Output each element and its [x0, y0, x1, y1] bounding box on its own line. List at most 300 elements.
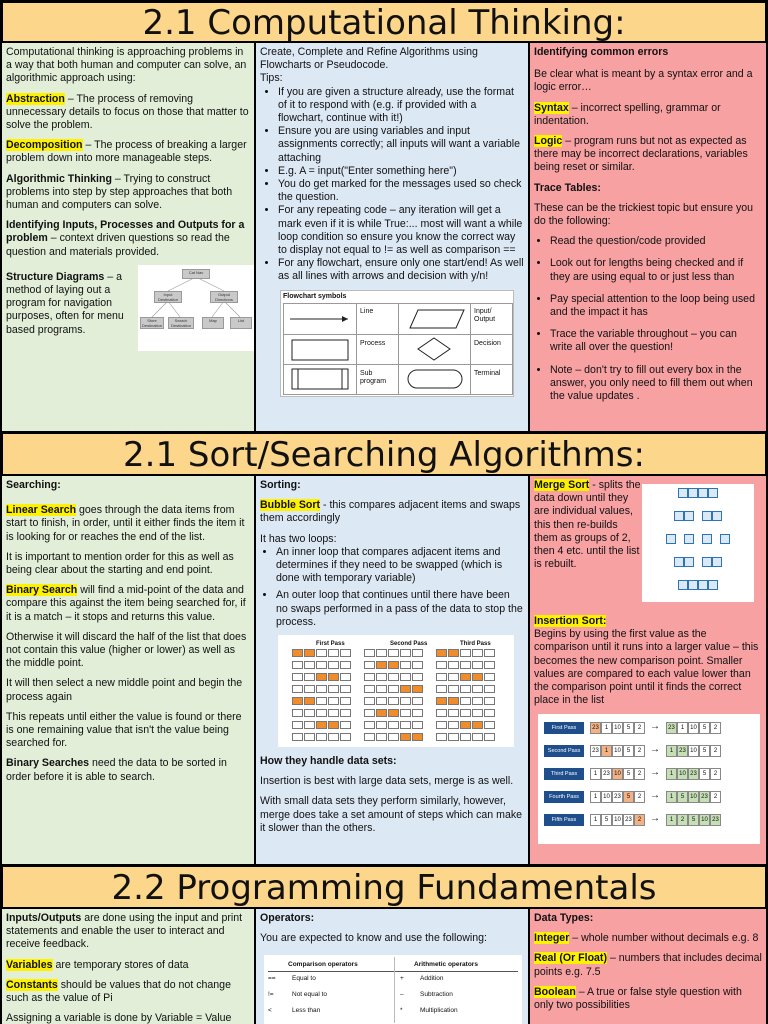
- bubble-cell: [448, 697, 459, 705]
- arithmetic-operators-header: Arithmetic operators: [414, 961, 478, 969]
- bubble-cell: [472, 733, 483, 741]
- insertion-cell: 1: [601, 745, 612, 757]
- binary-search-definition: [6, 584, 250, 624]
- select-note: It will then select a new middle point and begin the process again: [6, 677, 243, 703]
- pass-label: Third Pass: [460, 641, 491, 648]
- insertion-cell: 1: [666, 768, 677, 780]
- insertion-cell: 10: [688, 745, 699, 757]
- bubble-cell: [388, 685, 399, 693]
- bubble-cell: [400, 661, 411, 669]
- merge-cell: [698, 580, 708, 590]
- insertion-cell: 23: [688, 768, 699, 780]
- data-types-panel: [530, 909, 766, 1024]
- insertion-cell: 1: [601, 722, 612, 734]
- tip-item: • E.g. A = input("Enter something here"): [278, 165, 524, 178]
- errors-heading-text: Identifying common errors: [534, 46, 669, 58]
- insertion-cell: 2: [710, 768, 721, 780]
- arrow-right-icon: →: [650, 813, 660, 825]
- bubble-cell: [412, 649, 423, 657]
- bubble-cell: [448, 721, 459, 729]
- bubble-cell: [328, 673, 339, 681]
- bubble-cell: [292, 649, 303, 657]
- insertion-cell: 1: [666, 745, 677, 757]
- insertion-sort-image: [538, 714, 760, 844]
- trace-item: • Look out for lengths being checked and if they are using equal to or just less than: [550, 257, 762, 283]
- data-types-heading-text: Data Types:: [534, 912, 594, 924]
- iipo-definition: [6, 219, 250, 259]
- bubble-cell: [484, 697, 495, 705]
- bubble-cell: [292, 733, 303, 741]
- logic-text: – program runs but not as expected as there may be incorrect declarations, variables being reset or similar.: [534, 135, 748, 174]
- bubble-cell: [316, 709, 327, 717]
- insertion-cell: 10: [601, 791, 612, 803]
- insertion-cell: 10: [612, 814, 623, 826]
- symbol-label-process: Process: [360, 339, 386, 347]
- diagram-output-box: Output Directions: [210, 291, 238, 303]
- arrow-right-icon: →: [650, 721, 660, 733]
- arrow-right-icon: →: [650, 767, 660, 779]
- io-text: are done using the input and print statements and enable the user to interact and receive feedback.: [6, 912, 243, 951]
- symbol-label-io: Input/ Output: [474, 307, 496, 323]
- bubble-cell: [436, 733, 447, 741]
- insertion-cell: 1: [590, 791, 601, 803]
- abstraction-term: Abstraction: [6, 92, 65, 105]
- bubble-cell: [316, 649, 327, 657]
- boolean-definition: [534, 986, 762, 1012]
- arrow-right-icon: →: [650, 744, 660, 756]
- bubble-cell: [448, 733, 459, 741]
- constants-text: should be values that do not change such as the value of Pi: [6, 978, 231, 1005]
- bubble-cell: [340, 685, 351, 693]
- constants-term: Constants: [6, 978, 58, 991]
- flowchart-symbols-title: Flowchart symbols: [283, 292, 347, 300]
- bubble-cell: [460, 673, 471, 681]
- bubble-cell: [388, 649, 399, 657]
- operators-table: [264, 955, 522, 1024]
- bubble-cell: [328, 721, 339, 729]
- bubble-cell: [376, 721, 387, 729]
- handle-heading: [260, 755, 524, 768]
- bubble-cell: [412, 721, 423, 729]
- algorithms-heading: Create, Complete and Refine Algorithms using Flowcharts or Pseudocode.: [260, 46, 478, 72]
- bubble-cell: [340, 661, 351, 669]
- bubble-cell: [316, 661, 327, 669]
- bubble-cell: [484, 733, 495, 741]
- insertion-cell: 1: [590, 814, 601, 826]
- integer-term: Integer: [534, 932, 570, 945]
- bubble-cell: [460, 661, 471, 669]
- symbol-label-line: Line: [360, 307, 374, 315]
- insertion-cell: 5: [699, 722, 710, 734]
- insertion-pass-label: Fourth Pass: [544, 791, 584, 803]
- insertion-sort-text: Begins by using the first value as the comparison until it runs into a larger value – this becomes the new comparison point. Smaller values are compared to each value lower than the comparison point until it finds the correct place in the list: [534, 628, 759, 707]
- insertion-cell: 5: [623, 768, 634, 780]
- integer-definition: [534, 932, 762, 945]
- merge-cell: [712, 557, 722, 567]
- io-definition: [6, 912, 250, 952]
- insertion-cell: 2: [634, 791, 645, 803]
- bubble-cell: [412, 661, 423, 669]
- trace-item: • Pay special attention to the loop being used and the impact it has: [550, 293, 762, 319]
- insertion-cell: 23: [677, 745, 688, 757]
- insertion-pass-label: First Pass: [544, 722, 584, 734]
- symbol-label-terminal: Terminal: [474, 369, 501, 377]
- comparison-operators-header: Comparison operators: [288, 961, 358, 969]
- flowchart-symbols-table: [280, 290, 514, 397]
- insertion-cell: 2: [710, 791, 721, 803]
- merge-sort-term: Merge Sort: [534, 479, 590, 491]
- bubble-cell: [460, 697, 471, 705]
- arrow-right-icon: →: [650, 790, 660, 802]
- bubble-cell: [376, 697, 387, 705]
- section-header-programming-fundamentals: 2.2 Programming Fundamentals: [2, 866, 766, 908]
- merge-sort-text: - splits the data down until they are individual values, this then re-builds them as groups of 2, then 4 etc. until the list is rebuilt.: [534, 479, 641, 571]
- ct-intro: Computational thinking is approaching problems in a way that both human and computer can solve, an algorithmic approach using:: [6, 46, 247, 85]
- cmp-meaning: Less than: [292, 1007, 321, 1015]
- bubble-cell: [364, 649, 375, 657]
- tip-item: • You do get marked for the messages used so check the question.: [278, 178, 524, 204]
- bubble-cell: [460, 721, 471, 729]
- bubble-cell: [364, 661, 375, 669]
- structure-diagram-definition: [6, 271, 132, 337]
- diagram-input-box: Input Destination: [154, 291, 182, 303]
- insertion-cell: 5: [601, 814, 612, 826]
- bubble-cell: [412, 685, 423, 693]
- bubble-cell: [460, 685, 471, 693]
- symbol-label-decision: Decision: [474, 339, 501, 347]
- insertion-cell: 23: [623, 814, 634, 826]
- bubble-cell: [400, 649, 411, 657]
- bubble-sort-definition: [260, 499, 524, 525]
- bubble-cell: [364, 709, 375, 717]
- insertion-cell: 2: [677, 814, 688, 826]
- boolean-term: Boolean: [534, 985, 576, 998]
- bubble-cell: [292, 721, 303, 729]
- cmp-meaning: Not equal to: [292, 991, 328, 999]
- insertion-cell: 5: [623, 722, 634, 734]
- loops-label: It has two loops:: [260, 532, 337, 545]
- bubble-cell: [472, 697, 483, 705]
- bubble-cell: [436, 721, 447, 729]
- bubble-cell: [304, 661, 315, 669]
- variables-text: are temporary stores of data: [52, 958, 189, 971]
- bubble-cell: [364, 697, 375, 705]
- binary-search-term: Binary Search: [6, 584, 78, 597]
- searching-heading: [6, 479, 250, 492]
- bubble-cell: [400, 697, 411, 705]
- bubble-cell: [364, 685, 375, 693]
- real-definition: [534, 952, 762, 978]
- bubble-cell: [316, 697, 327, 705]
- merge-cell: [712, 511, 722, 521]
- arith-symbol: –: [400, 991, 404, 999]
- insertion-cell: 23: [699, 791, 710, 803]
- bubble-cell: [448, 709, 459, 717]
- binary-sorted-note: [6, 757, 250, 783]
- diagram-map-box: Map: [202, 317, 224, 329]
- bubble-sort-text: - this compares adjacent items and swaps them accordingly: [260, 499, 521, 525]
- bubble-cell: [484, 685, 495, 693]
- merge-cell: [708, 488, 718, 498]
- ct-definitions-panel: [2, 43, 254, 431]
- insertion-cell: 10: [677, 768, 688, 780]
- variables-definition: [6, 959, 250, 972]
- abstraction-definition: [6, 93, 250, 133]
- bubble-cell: [340, 649, 351, 657]
- errors-intro: Be clear what is meant by a syntax error and a logic error…: [534, 68, 753, 94]
- bubble-cell: [448, 661, 459, 669]
- insertion-cell: 23: [666, 722, 677, 734]
- insertion-cell: 5: [699, 745, 710, 757]
- bubble-cell: [400, 709, 411, 717]
- insertion-cell: 1: [590, 768, 601, 780]
- bubble-cell: [472, 673, 483, 681]
- variables-term: Variables: [6, 958, 53, 971]
- tip-item: • For any flowchart, ensure only one start/end! As well as all lines with arrows and decision with y/n!: [278, 257, 524, 283]
- bubble-cell: [472, 685, 483, 693]
- insertion-cell: 1: [666, 791, 677, 803]
- insertion-cell: 5: [688, 814, 699, 826]
- bubble-cell: [436, 673, 447, 681]
- bubble-cell: [304, 673, 315, 681]
- insertion-cell: 10: [688, 791, 699, 803]
- loop-item: • An inner loop that compares adjacent items and determines if they need to be swapped (which is done with temporary variable): [276, 546, 524, 586]
- operators-heading: [260, 912, 524, 925]
- decomposition-definition: [6, 139, 250, 165]
- bubble-cell: [364, 721, 375, 729]
- bubble-cell: [436, 685, 447, 693]
- bubble-cell: [304, 709, 315, 717]
- constants-definition: [6, 979, 250, 1005]
- sorting-heading-text: Sorting:: [260, 479, 301, 491]
- bubble-cell: [484, 709, 495, 717]
- diagram-store-box: Store Destination: [141, 317, 162, 328]
- bubble-cell: [460, 733, 471, 741]
- structure-diagram-block: [6, 271, 250, 371]
- tip-item: • If you are given a structure already, use the format of it to respond with (e.g. if provided with a flowchart, continue with it!): [278, 86, 524, 126]
- bubble-cell: [340, 673, 351, 681]
- bubble-cell: [388, 673, 399, 681]
- sorting-panel: [256, 476, 528, 864]
- bubble-cell: [364, 733, 375, 741]
- cmp-meaning: Equal to: [292, 975, 316, 983]
- merge-cell: [720, 534, 730, 544]
- logic-term: Logic: [534, 135, 563, 148]
- errors-heading: [534, 46, 762, 59]
- bubble-cell: [484, 661, 495, 669]
- common-errors-panel: [530, 43, 766, 431]
- bubble-cell: [316, 721, 327, 729]
- bubble-cell: [388, 661, 399, 669]
- logic-definition: [534, 135, 762, 175]
- bubble-cell: [292, 697, 303, 705]
- algorithmic-thinking-text: – Trying to construct problems into step by step approaches that both human and computers can solve.: [6, 172, 233, 212]
- insertion-cell: 5: [677, 791, 688, 803]
- bubble-cell: [376, 709, 387, 717]
- abstraction-text: – The process of removing unnecessary details to focus on those that matter to solve the problem.: [6, 92, 249, 132]
- bubble-cell: [376, 673, 387, 681]
- iipo-term: Identifying Inputs, Processes and Outputs for a problem: [6, 219, 245, 245]
- binary-sorted-term: Binary Searches: [6, 757, 90, 770]
- insertion-cell: 2: [634, 745, 645, 757]
- symbols-grid: [283, 303, 513, 395]
- loops-list: [260, 546, 524, 629]
- discard-note: Otherwise it will discard the half of the list that does not contain this value (higher or lower) as well as the middle point.: [6, 630, 247, 670]
- insertion-cell: 23: [612, 791, 623, 803]
- insertion-cell: 1: [677, 722, 688, 734]
- trace-item: • Note – don't try to fill out every box in the answer, you only need to fill them out when the value updates .: [550, 364, 762, 404]
- diagram-list-box: List: [230, 317, 252, 329]
- merge-cell: [684, 534, 694, 544]
- order-note: It is important to mention order for this as well as being clear about the starting and end point.: [6, 550, 234, 577]
- data-types-heading: [534, 912, 762, 925]
- syntax-definition: [534, 102, 762, 128]
- operators-heading-text: Operators:: [260, 912, 315, 924]
- iipo-text: – context driven questions so read the question and materials provided.: [6, 232, 230, 258]
- syntax-term: Syntax: [534, 101, 569, 114]
- insertion-cell: 10: [612, 768, 623, 780]
- trace-heading: [534, 182, 762, 195]
- bubble-cell: [376, 733, 387, 741]
- insertion-cell: 5: [623, 745, 634, 757]
- bubble-cell: [328, 685, 339, 693]
- trace-list: [534, 235, 762, 403]
- bubble-cell: [292, 673, 303, 681]
- operators-intro: You are expected to know and use the following:: [260, 932, 487, 945]
- merge-cell: [678, 488, 688, 498]
- bubble-cell: [448, 673, 459, 681]
- bubble-cell: [364, 673, 375, 681]
- insertion-cell: 2: [710, 722, 721, 734]
- bubble-cell: [448, 685, 459, 693]
- tip-item: • For any repeating code – any iteration will get a mark even if it is while True:... most will want a while loop condition so ensure you know the correct way to display not equal to != as well as comparison ==: [278, 204, 524, 257]
- insertion-cell: 10: [699, 814, 710, 826]
- bubble-cell: [472, 721, 483, 729]
- bubble-cell: [484, 721, 495, 729]
- merge-sort-image: [642, 484, 754, 602]
- structure-diagram-text: – a method of laying out a program for navigation purposes, often for menu based programs.: [6, 270, 124, 336]
- linear-search-term: Linear Search: [6, 504, 77, 517]
- cmp-symbol: ==: [268, 975, 276, 983]
- trace-heading-text: Trace Tables:: [534, 181, 601, 194]
- io-term: Inputs/Outputs: [6, 912, 82, 924]
- algorithmic-thinking-definition: [6, 173, 250, 213]
- bubble-cell: [340, 733, 351, 741]
- bubble-cell: [412, 697, 423, 705]
- bubble-cell: [316, 733, 327, 741]
- handle-note-1: Insertion is best with large data sets, merge is as well.: [260, 775, 514, 788]
- bubble-cell: [316, 685, 327, 693]
- bubble-cell: [400, 685, 411, 693]
- searching-panel: [2, 476, 254, 864]
- assign-note: Assigning a variable is done by Variable = Value: [6, 1012, 232, 1024]
- insertion-cell: 10: [612, 745, 623, 757]
- bubble-cell: [412, 733, 423, 741]
- algorithmic-thinking-term: Algorithmic Thinking: [6, 172, 112, 185]
- bubble-cell: [376, 661, 387, 669]
- trace-intro: These can be the trickiest topic but ensure you do the following:: [534, 201, 754, 228]
- insertion-cell: 1: [666, 814, 677, 826]
- integer-text: – whole number without decimals e.g. 8: [569, 932, 759, 945]
- bubble-cell: [400, 733, 411, 741]
- merge-sort-definition: [534, 479, 644, 609]
- io-variables-panel: [2, 909, 254, 1024]
- bubble-cell: [316, 673, 327, 681]
- merge-cell: [684, 511, 694, 521]
- bubble-cell: [436, 709, 447, 717]
- algorithms-tips-panel: [256, 43, 528, 431]
- merge-cell: [688, 580, 698, 590]
- bubble-cell: [412, 673, 423, 681]
- pass-label: First Pass: [316, 641, 345, 648]
- handle-heading-text: How they handle data sets:: [260, 755, 397, 768]
- bubble-cell: [484, 673, 495, 681]
- insertion-cell: 2: [634, 722, 645, 734]
- merge-cell: [702, 557, 712, 567]
- cmp-symbol: <: [268, 1007, 272, 1015]
- insertion-pass-label: Third Pass: [544, 768, 584, 780]
- bubble-cell: [304, 733, 315, 741]
- tips-list: [260, 86, 524, 284]
- insertion-cell: 5: [699, 768, 710, 780]
- insertion-cell: 23: [590, 745, 601, 757]
- repeat-note: This repeats until either the value is found or there is one remaining value that isn't the value being searched for.: [6, 710, 242, 750]
- bubble-sort-passes-image: [278, 635, 514, 747]
- structure-diagram-image: [138, 265, 254, 351]
- insertion-cell: 2: [710, 745, 721, 757]
- boolean-text: – A true or false style question with only two possibilities: [534, 985, 742, 1012]
- diagram-root-box: Cat Nav: [182, 269, 210, 279]
- merge-cell: [698, 488, 708, 498]
- bubble-sort-term: Bubble Sort: [260, 499, 321, 512]
- insertion-sort-term: Insertion Sort:: [534, 615, 607, 627]
- bubble-cell: [304, 649, 315, 657]
- arith-symbol: +: [400, 975, 404, 983]
- linear-search-text: goes through the data items from start to finish, in order, until it either finds the item it is looking for or reaches the end of the list.: [6, 504, 245, 543]
- bubble-cell: [460, 709, 471, 717]
- real-text: – numbers that includes decimal points e.g. 7.5: [534, 952, 762, 978]
- trace-item: • Read the question/code provided: [550, 235, 762, 248]
- bubble-cell: [304, 685, 315, 693]
- tip-item: • Ensure you are using variables and input assignments correctly; all inputs will want a variable attaching: [278, 125, 524, 165]
- bubble-cell: [400, 673, 411, 681]
- bubble-cell: [376, 649, 387, 657]
- bubble-cell: [460, 649, 471, 657]
- arith-meaning: Multiplication: [420, 1007, 458, 1015]
- arith-meaning: Subtraction: [420, 991, 453, 999]
- bubble-cell: [304, 721, 315, 729]
- merge-cell: [702, 511, 712, 521]
- bubble-cell: [388, 709, 399, 717]
- insertion-cell: 10: [688, 722, 699, 734]
- insertion-cell: 23: [601, 768, 612, 780]
- tips-label: Tips:: [260, 72, 283, 85]
- merge-cell: [674, 511, 684, 521]
- insertion-cell: 2: [634, 768, 645, 780]
- bubble-cell: [328, 697, 339, 705]
- loop-item: • An outer loop that continues until there have been no swaps performed in a pass of the data to stop the process.: [276, 589, 524, 629]
- handle-note-2: With small data sets they perform similarly, however, merge does take a set amount of steps which can make it slower than the others.: [260, 795, 523, 834]
- binary-search-text: will find a mid-point of the data and compare this against the item being searched for, if it is a match – it stops and returns this value.: [6, 584, 246, 623]
- merge-cell: [708, 580, 718, 590]
- bubble-cell: [340, 697, 351, 705]
- bubble-cell: [388, 733, 399, 741]
- bubble-cell: [400, 721, 411, 729]
- merge-insertion-panel: [530, 476, 766, 864]
- bubble-cell: [292, 661, 303, 669]
- cmp-symbol: !=: [268, 991, 274, 999]
- bubble-cell: [292, 709, 303, 717]
